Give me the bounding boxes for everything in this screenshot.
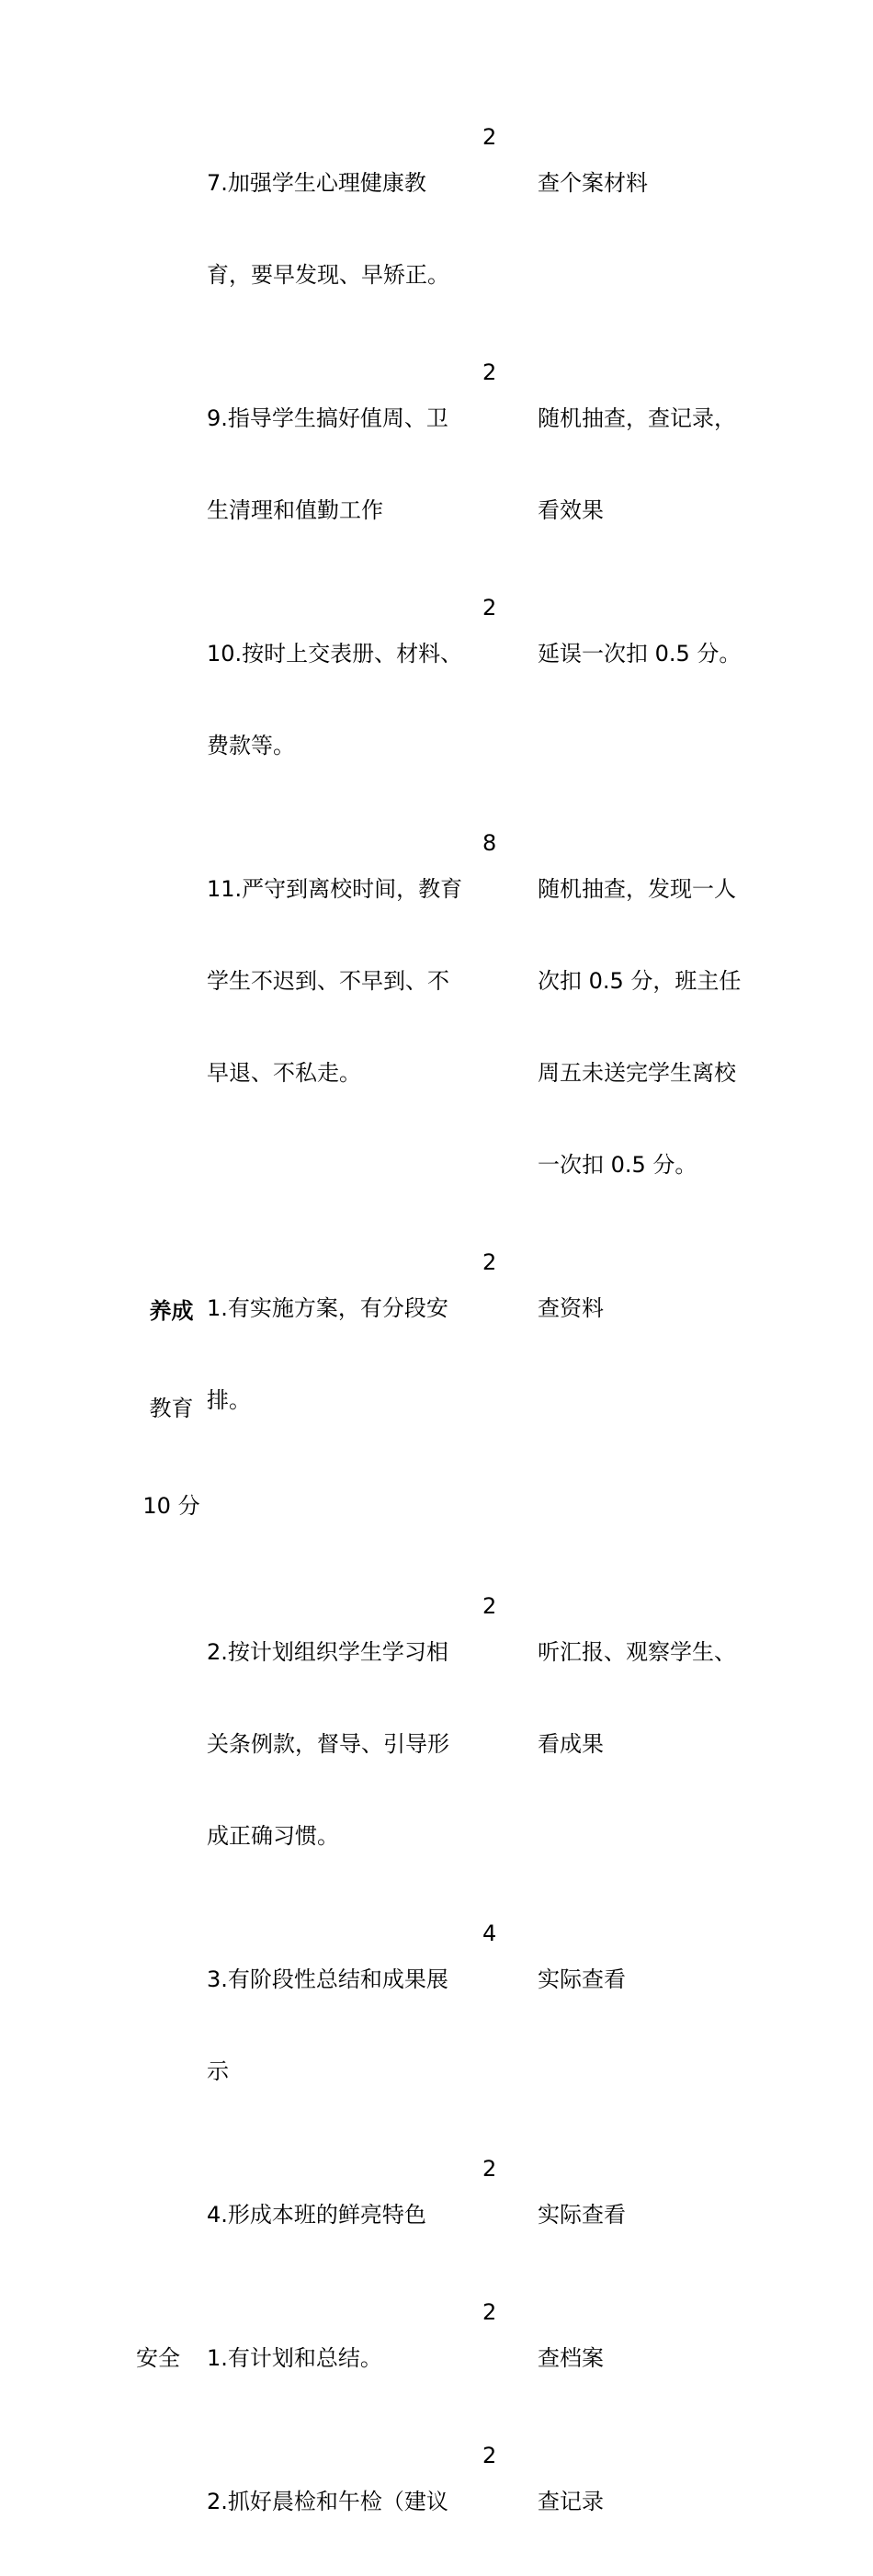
item-line: 育，要早发现、早矫正。 — [207, 262, 449, 288]
table-row — [136, 2146, 761, 2289]
item-line: 10.按时上交表册、材料、 — [207, 641, 463, 667]
score-cell: 2 — [482, 595, 497, 621]
table-row — [136, 820, 761, 1239]
table-row — [136, 585, 761, 820]
method-cell — [538, 1239, 761, 1383]
score-cell: 8 — [482, 830, 497, 856]
method-line: 查个案材料 — [538, 170, 648, 196]
method-line: 查记录 — [538, 2489, 604, 2514]
method-line: 随机抽查，发现一人 — [538, 876, 736, 902]
category-cell — [136, 1239, 207, 1583]
table-row — [136, 1910, 761, 2146]
score-cell: 2 — [482, 2156, 497, 2182]
item-line: 早退、不私走。 — [207, 1060, 361, 1086]
method-cell — [538, 349, 761, 585]
item-cell — [207, 1910, 482, 2146]
item-cell — [207, 2289, 482, 2433]
category-cell — [136, 2433, 207, 2438]
category-cell — [136, 2289, 207, 2387]
item-cell — [207, 349, 482, 585]
category-cell — [136, 820, 207, 826]
item-line: 示 — [207, 2058, 229, 2084]
item-line: 7.加强学生心理健康教 — [207, 170, 426, 196]
score-cell: 2 — [482, 359, 497, 385]
method-line: 听汇报、观察学生、 — [538, 1639, 736, 1665]
item-line: 1.有计划和总结。 — [207, 2345, 382, 2371]
table-row — [136, 1480, 761, 1910]
method-line: 看效果 — [538, 497, 604, 523]
method-cell — [538, 2433, 761, 2576]
category-cell — [136, 2146, 207, 2151]
item-line: 9.指导学生搞好值周、卫 — [207, 405, 448, 431]
category-cell — [136, 114, 207, 120]
item-line: 11.严守到离校时间，教育 — [207, 876, 463, 902]
method-line: 随机抽查，查记录， — [538, 405, 736, 431]
method-line: 查档案 — [538, 2345, 604, 2371]
item-line: 排。 — [207, 1387, 251, 1413]
category-score: 10 分 — [142, 1493, 200, 1519]
method-cell — [538, 1480, 761, 1818]
method-line: 实际查看 — [538, 2202, 626, 2228]
method-cell — [538, 2146, 761, 2289]
method-cell — [538, 114, 761, 257]
method-line: 周五未送完学生离校 — [538, 1060, 736, 1086]
category-cell — [136, 1910, 207, 1916]
table-row — [136, 2289, 761, 2433]
method-line: 看成果 — [538, 1731, 604, 1757]
score-cell: 2 — [482, 124, 497, 150]
item-line: 4.形成本班的鲜亮特色 — [207, 2202, 426, 2228]
item-cell — [207, 2433, 482, 2576]
assessment-table — [136, 114, 761, 2576]
method-cell — [538, 1910, 761, 2054]
item-line: 费款等。 — [207, 733, 295, 758]
item-line: 关条例款，督导、引导形 — [207, 1731, 449, 1757]
method-line: 查资料 — [538, 1295, 604, 1321]
score-cell: 2 — [482, 2299, 497, 2325]
item-line: 学生不迟到、不早到、不 — [207, 968, 449, 994]
method-line: 一次扣 0.5 分。 — [538, 1152, 697, 1178]
category-cell — [136, 585, 207, 590]
method-cell — [538, 820, 761, 1239]
table-row — [136, 114, 761, 349]
item-cell — [207, 1480, 482, 1910]
method-cell — [538, 585, 761, 728]
item-cell — [207, 1239, 482, 1475]
score-cell: 2 — [482, 1593, 497, 1619]
method-cell — [538, 2289, 761, 2433]
item-cell — [207, 2146, 482, 2289]
score-cell: 4 — [482, 1921, 497, 1946]
method-line: 次扣 0.5 分，班主任 — [538, 968, 742, 994]
item-cell — [207, 114, 482, 349]
item-cell — [207, 820, 482, 1147]
category-cell — [136, 349, 207, 355]
method-line: 实际查看 — [538, 1966, 626, 1992]
item-line: 2.抓好晨检和午检（建议 — [207, 2489, 448, 2514]
method-line: 延误一次扣 0.5 分。 — [538, 641, 742, 667]
table-row — [136, 349, 761, 585]
item-line: 2.按计划组织学生学习相 — [207, 1639, 448, 1665]
category-cell — [136, 1480, 207, 1486]
category-label: 安全 — [136, 2345, 180, 2371]
category-label: 养成 — [149, 1298, 194, 1324]
score-cell: 2 — [482, 1249, 497, 1275]
table-row — [136, 2433, 761, 2576]
item-line: 生清理和值勤工作 — [207, 497, 383, 523]
item-line: 3.有阶段性总结和成果展 — [207, 1966, 448, 1992]
score-cell: 2 — [482, 2443, 497, 2468]
item-cell — [207, 585, 482, 820]
category-label: 教育 — [149, 1396, 194, 1421]
item-line: 1.有实施方案，有分段安 — [207, 1295, 448, 1321]
item-line: 成正确习惯。 — [207, 1823, 339, 1849]
